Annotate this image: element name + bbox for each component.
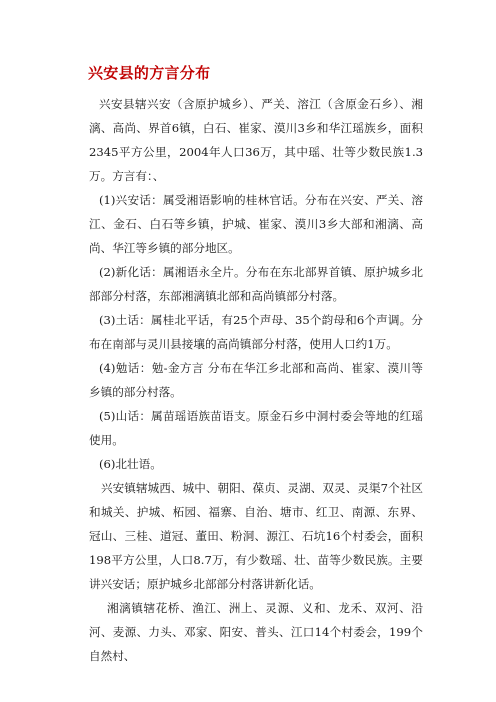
paragraph-xiangli-town: 湘漓镇辖花桥、渔江、洲上、灵源、义和、龙禾、双河、沿河、麦源、力头、邓家、阳安、普头、江口14个村委会，199个自然村、 xyxy=(89,601,423,663)
paragraph-xingan-town: 兴安镇辖城西、城中、朝阳、葆贞、灵湖、双灵、灵渠7个社区和城关、护城、柘园、福寨、自治、塘市、红卫、南源、东界、冠山、三桂、道冠、董田、粉洞、源江、石坑16个村委会，面积198平方公里，人口8.7万，有少数瑶、壮、苗等少数民族。主要讲兴安话；原护城乡北部部分村落讲新化话。 xyxy=(89,481,423,591)
paragraph-dialect-4: (4)勉话：勉-金方言 分布在华江乡北部和高尚、崔家、漠川等乡镇的部分村落。 xyxy=(89,361,423,399)
paragraph-dialect-1: (1)兴安话：属受湘语影响的桂林官话。分布在兴安、严关、溶江、金石、白石等乡镇，护城、崔家、漠川3乡大部和湘漓、高尚、华江等乡镇的部分地区。 xyxy=(89,193,423,255)
document-body xyxy=(89,92,423,668)
paragraph-dialect-6: (6)北壮语。 xyxy=(99,457,162,471)
paragraph-intro: 兴安县辖兴安（含原护城乡）、严关、溶江（含原金石乡）、湘漓、高尚、界首6镇，白石、崔家、漠川3乡和华江瑶族乡，面积2345平方公里，2004年人口36万，其中瑶、壮等少数民族1.3万。方言有：、 xyxy=(89,97,423,183)
paragraph-dialect-3: (3)土话：属桂北平话，有25个声母、35个韵母和6个声调。分布在南部与灵川县接壤的高尚镇部分村落，使用人口约1万。 xyxy=(89,313,423,351)
document-title: 兴安县的方言分布 xyxy=(88,64,211,82)
paragraph-dialect-5: (5)山话：属苗瑶语族苗语支。原金石乡中洞村委会等地的红瑶使用。 xyxy=(89,409,423,447)
paragraph-dialect-2: (2)新化话：属湘语永全片。分布在东北部界首镇、原护城乡北部部分村落，东部湘漓镇北部和高尚镇部分村落。 xyxy=(89,265,423,303)
